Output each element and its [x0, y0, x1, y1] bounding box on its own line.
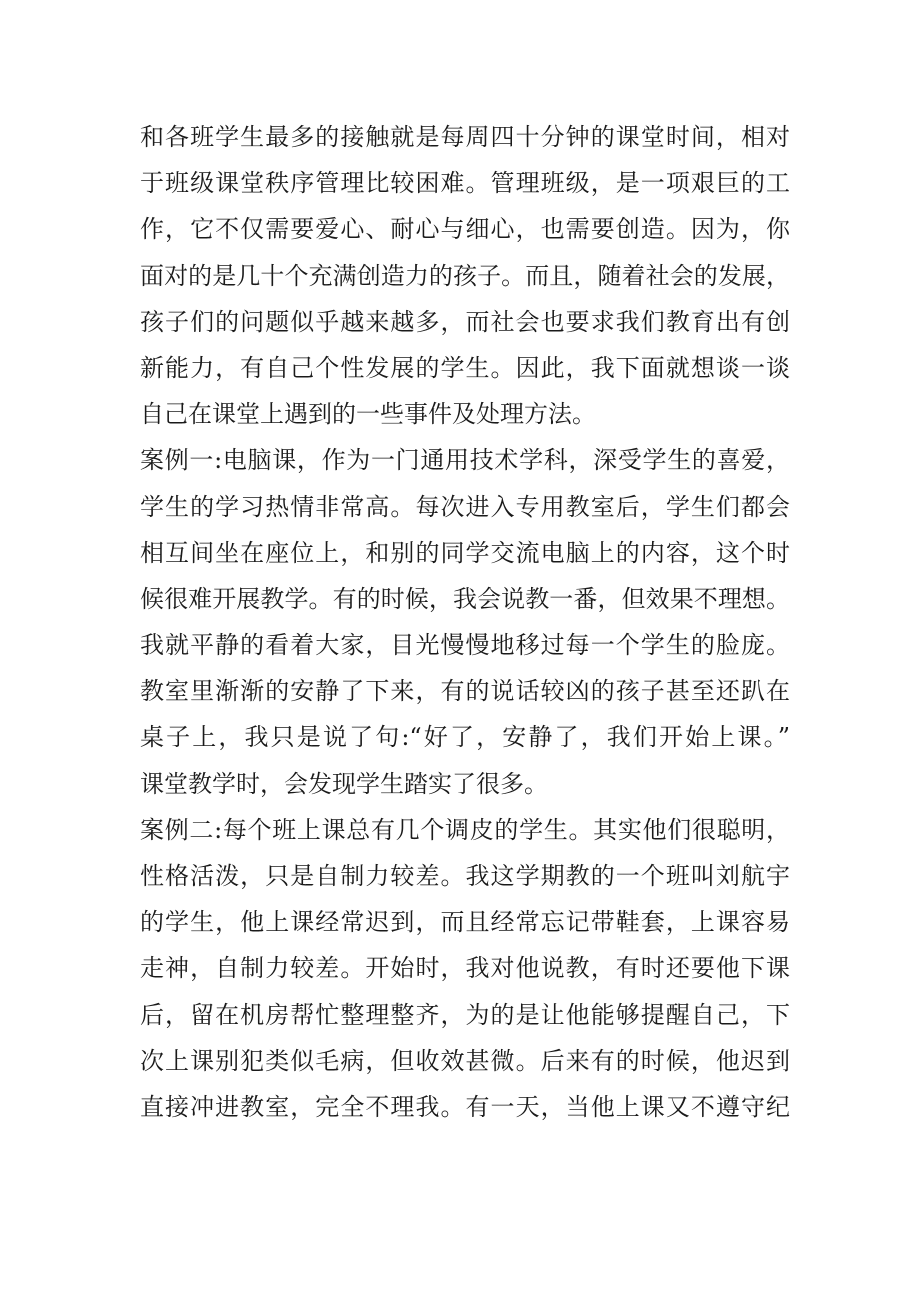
text-line-19: 走神，自制力较差。开始时，我对他说教，有时还要他下课	[140, 954, 790, 983]
text-line-1: 和各班学生最多的接触就是每周四十分钟的课堂时间，相对	[140, 123, 790, 151]
text-line-21: 次上课别犯类似毛病，但收效甚微。后来有的时候，他迟到	[140, 1046, 790, 1075]
text-line-10: 相互间坐在座位上，和别的同学交流电脑上的内容，这个时	[140, 538, 790, 567]
text-line-6: 新能力，有自己个性发展的学生。因此，我下面就想谈一谈	[140, 353, 790, 382]
text-line-16: 案例二:每个班上课总有几个调皮的学生。其实他们很聪明，	[140, 815, 790, 844]
text-line-15: 课堂教学时，会发现学生踏实了很多。	[140, 769, 548, 798]
text-line-3: 作，它不仅需要爱心、耐心与细心，也需要创造。因为，你	[140, 215, 790, 244]
text-line-12: 我就平静的看着大家，目光慢慢地移过每一个学生的脸庞。	[140, 631, 790, 660]
text-line-18: 的学生，他上课经常迟到，而且经常忘记带鞋套，上课容易	[140, 908, 790, 937]
text-line-22: 直接冲进教室，完全不理我。有一天，当他上课又不遵守纪	[140, 1092, 790, 1121]
text-line-7: 自己在课堂上遇到的一些事件及处理方法。	[140, 400, 596, 429]
text-line-11: 候很难开展教学。有的时候，我会说教一番，但效果不理想。	[140, 584, 790, 613]
text-line-8: 案例一:电脑课，作为一门通用技术学科，深受学生的喜爱，	[140, 446, 790, 475]
document-body	[140, 114, 790, 1130]
text-line-14: 桌子上，我只是说了句:“好了，安静了，我们开始上课。”	[140, 723, 790, 752]
text-line-4: 面对的是几十个充满创造力的孩子。而且，随着社会的发展，	[140, 261, 790, 290]
text-line-9: 学生的学习热情非常高。每次进入专用教室后，学生们都会	[140, 492, 790, 521]
text-line-5: 孩子们的问题似乎越来越多，而社会也要求我们教育出有创	[140, 307, 790, 336]
text-line-20: 后，留在机房帮忙整理整齐，为的是让他能够提醒自己，下	[140, 1000, 790, 1029]
text-line-13: 教室里渐渐的安静了下来，有的说话较凶的孩子甚至还趴在	[140, 677, 790, 706]
text-line-2: 于班级课堂秩序管理比较困难。管理班级，是一项艰巨的工	[140, 169, 790, 198]
text-line-17: 性格活泼，只是自制力较差。我这学期教的一个班叫刘航宇	[140, 862, 790, 890]
